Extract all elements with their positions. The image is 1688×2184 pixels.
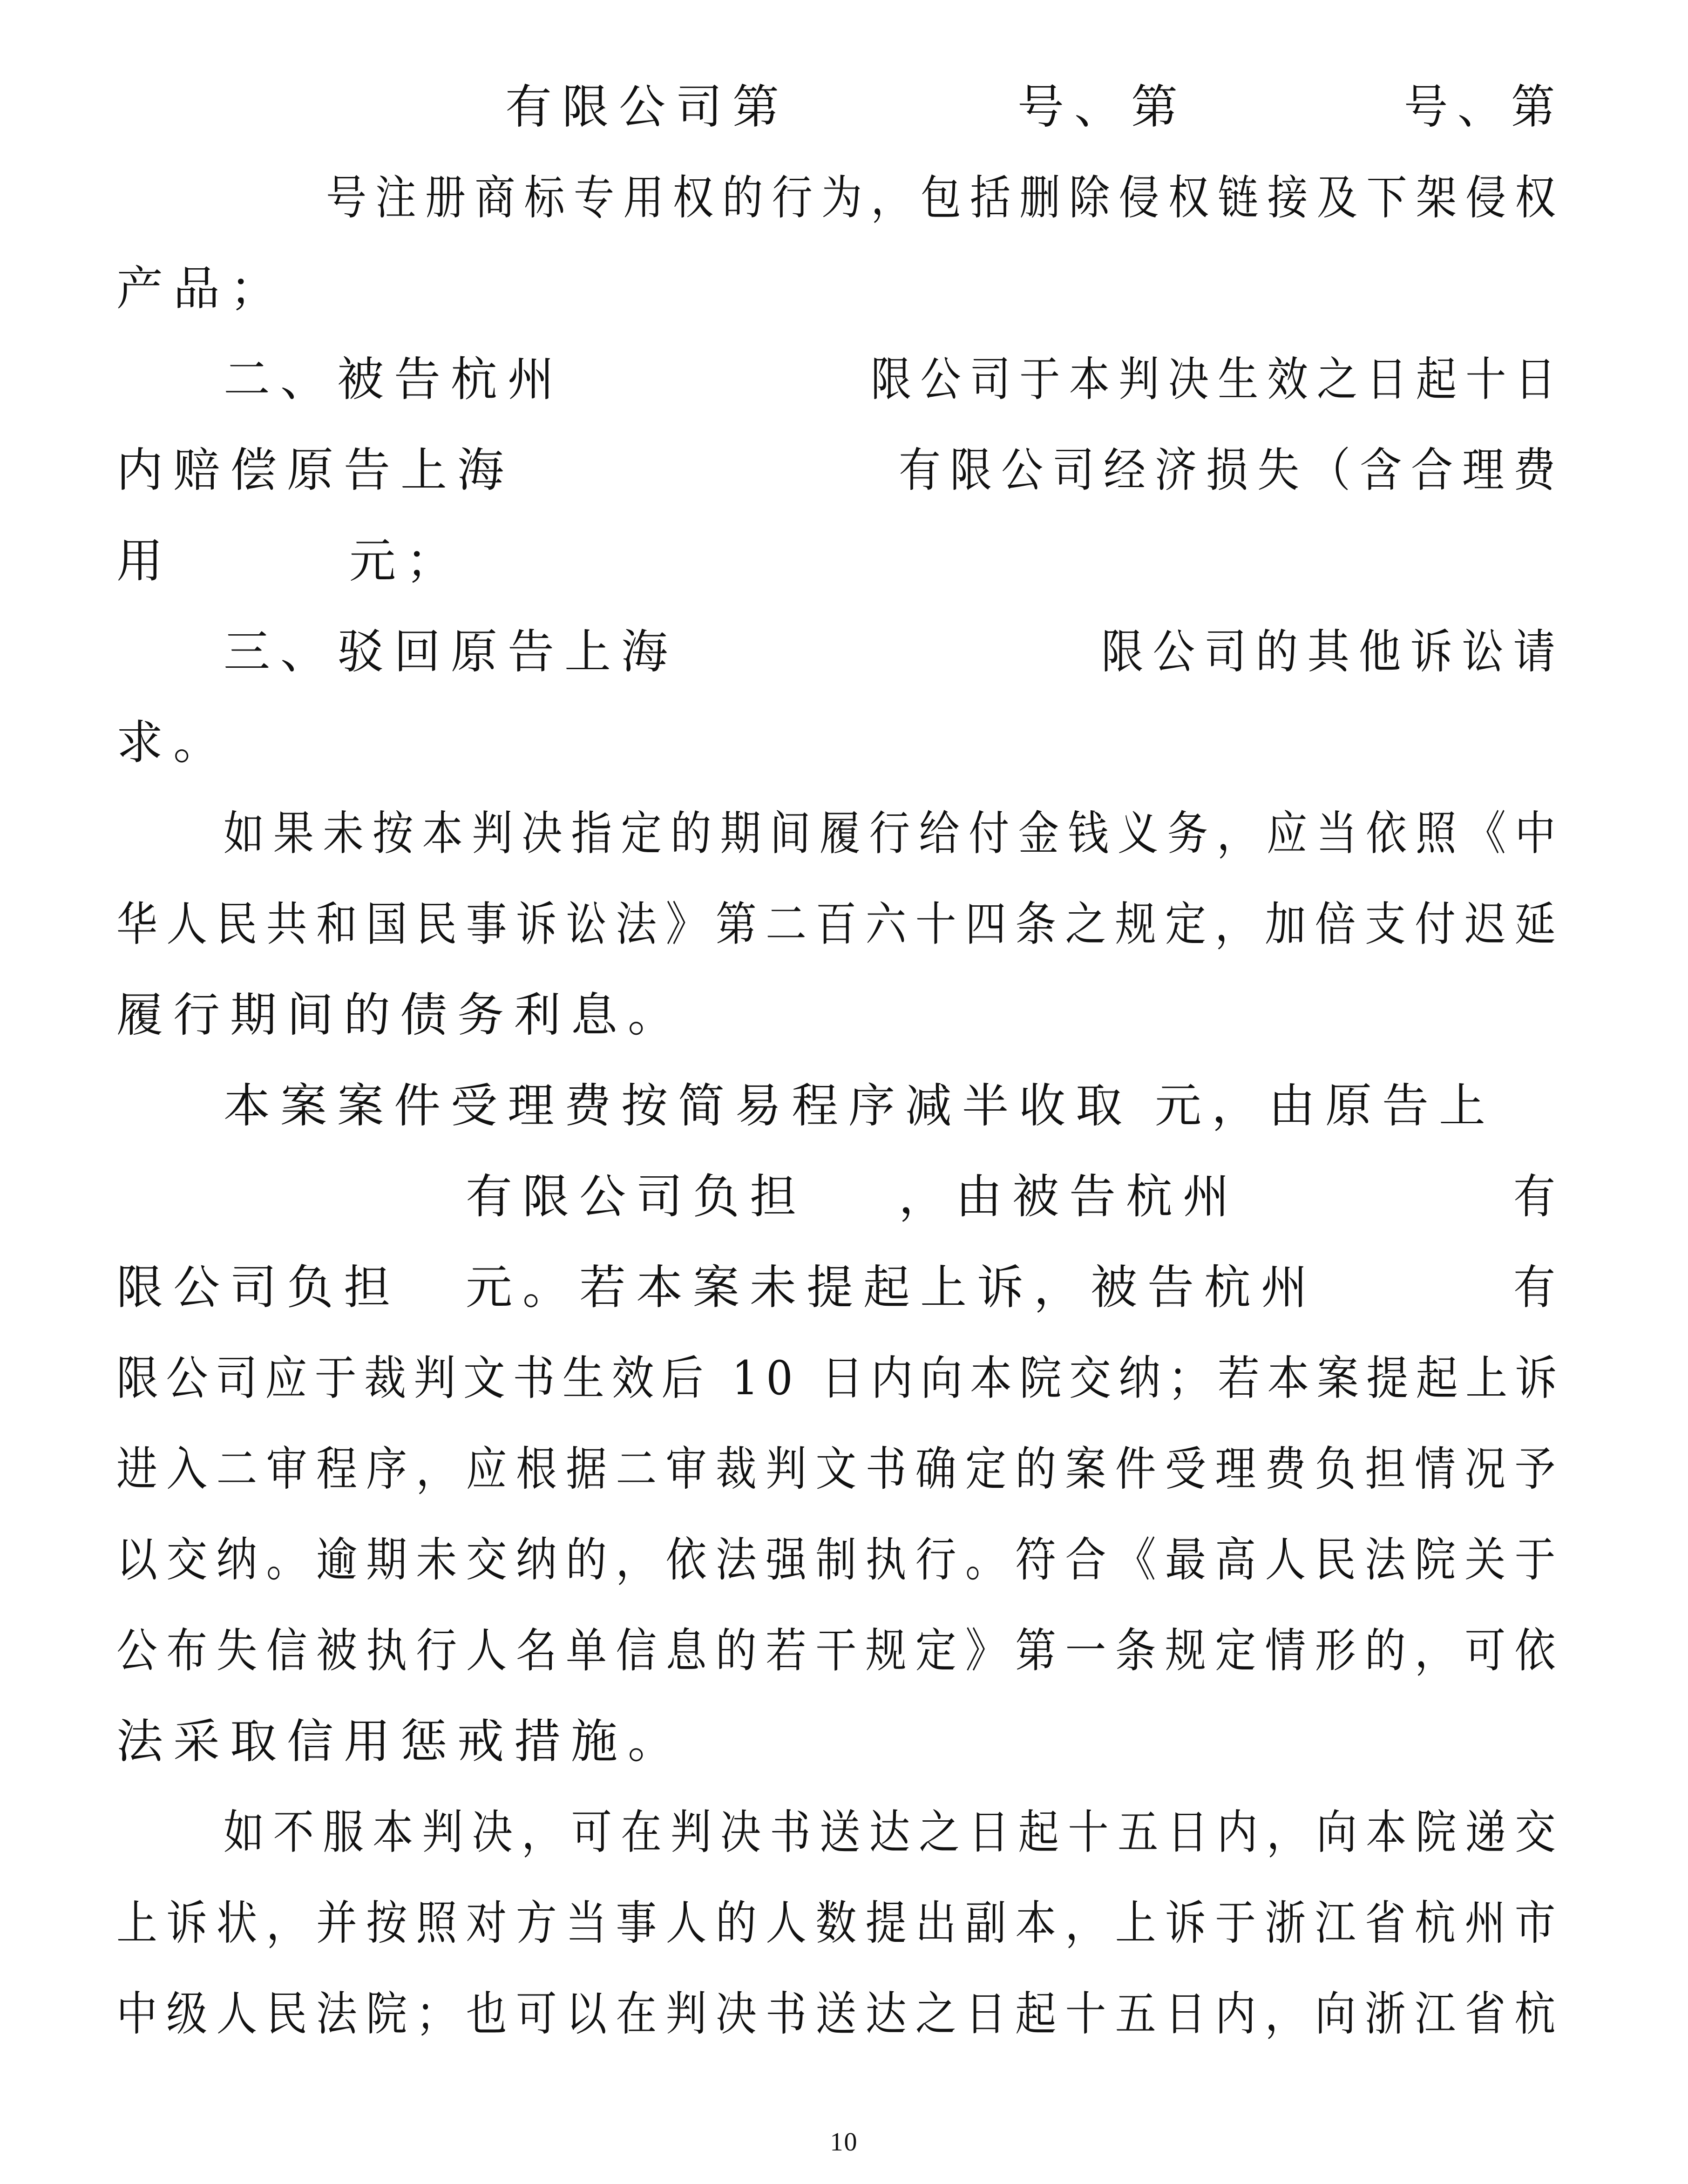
text-segment: 求。	[116, 715, 230, 770]
text-segment: 用	[116, 534, 173, 588]
text-segment: 有	[1513, 1260, 1565, 1315]
text-line	[116, 170, 1565, 226]
text-line	[116, 1441, 1565, 1497]
text-line	[116, 352, 1565, 407]
text-line	[116, 1804, 1565, 1860]
text-segment: 法采取信用惩戒措施。	[116, 1714, 685, 1769]
text-segment: 以交纳。逾期未交纳的，依法强制执行。符合《最高人民法院关于	[116, 1533, 1565, 1587]
text-segment: 内赔偿原告上海	[116, 443, 514, 497]
text-line	[116, 1260, 1565, 1316]
text-segment: 进入二审程序，应根据二审裁判文书确定的案件受理费负担情况予	[116, 1442, 1565, 1496]
text-line	[116, 1895, 1565, 1951]
text-segment: 华人民共和国民事诉讼法》第二百六十四条之规定，加倍支付迟延	[116, 897, 1565, 951]
text-segment: 限公司应于裁判文书生效后 10 日内向本院交纳；若本案提起上诉	[116, 1351, 1565, 1405]
text-line	[116, 1714, 1565, 1770]
text-line	[116, 1623, 1565, 1679]
text-segment: 号、第	[1017, 80, 1188, 134]
text-segment: 如果未按本判决指定的期间履行给付金钱义务，应当依照《中	[224, 806, 1565, 861]
text-segment: 上诉状，并按照对方当事人的人数提出副本，上诉于浙江省杭州市	[116, 1896, 1565, 1950]
text-segment: 产品；	[116, 261, 287, 316]
text-segment: 元；	[349, 534, 463, 588]
text-line	[116, 806, 1565, 861]
text-line	[116, 987, 1565, 1043]
text-segment: 如不服本判决，可在判决书送达之日起十五日内，向本院递交	[224, 1805, 1565, 1859]
text-segment: 有	[1513, 1169, 1565, 1224]
text-segment: 公布失信被执行人名单信息的若干规定》第一条规定情形的，可依	[116, 1623, 1565, 1678]
text-line	[116, 533, 1565, 589]
text-line	[116, 1532, 1565, 1588]
text-segment: 三、驳回原告上海	[224, 624, 678, 679]
text-segment: 号、第	[1404, 80, 1565, 134]
text-segment: 限公司的其他诉讼请	[1101, 624, 1565, 679]
text-segment: 有限公司第	[505, 80, 789, 134]
page-number: 10	[830, 2128, 858, 2157]
text-line	[116, 715, 1565, 771]
text-line	[116, 624, 1565, 680]
text-segment: 有限公司经济损失（含合理费	[899, 443, 1565, 497]
text-segment: 二、被告杭州	[224, 352, 564, 407]
text-line	[116, 1986, 1565, 2042]
text-segment: 本案案件受理费按简易程序减半收取	[224, 1078, 1132, 1133]
text-line	[116, 1078, 1565, 1134]
text-segment: 限公司负担	[116, 1260, 400, 1315]
text-line	[116, 79, 1565, 135]
text-segment: 中级人民法院；也可以在判决书送达之日起十五日内，向浙江省杭	[116, 1987, 1565, 2041]
text-line	[116, 1169, 1565, 1225]
text-segment: ，由被告杭州	[899, 1169, 1240, 1224]
text-line	[116, 261, 1565, 317]
text-segment: 号注册商标专用权的行为，包括删除侵权链接及下架侵权	[326, 170, 1565, 225]
text-segment: 有限公司负担	[466, 1169, 807, 1224]
text-segment: 元。若本案未提起上诉，被告杭州	[466, 1260, 1318, 1315]
text-segment: 履行期间的债务利息。	[116, 988, 685, 1042]
text-line	[116, 896, 1565, 952]
text-line	[116, 1350, 1565, 1406]
text-segment: 元，由原告上	[1155, 1078, 1496, 1133]
text-segment: 限公司于本判决生效之日起十日	[871, 352, 1565, 407]
text-line	[116, 442, 1565, 498]
